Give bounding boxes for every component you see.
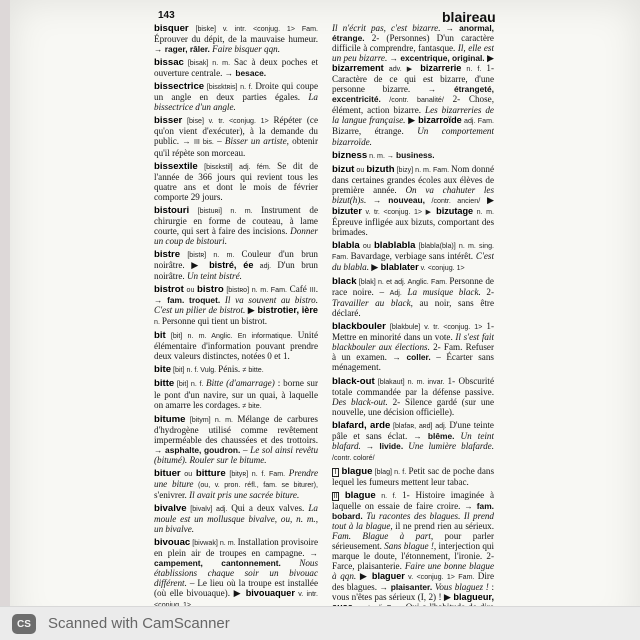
- grammar-note: /contr. banalité/: [380, 96, 444, 105]
- headword: blafard, arde: [332, 419, 391, 431]
- dictionary-entry: [332, 164, 494, 237]
- camscanner-logo-icon: [12, 614, 36, 634]
- headword: bizuth: [366, 163, 395, 175]
- dictionary-entry: [154, 378, 318, 410]
- grammar-note: ≠ bite.: [242, 401, 262, 410]
- headword: bissac: [154, 57, 184, 69]
- synonym-ref: → étrangeté, excentricité.: [332, 84, 494, 105]
- definition-text: Épreuve infligée aux bizuts, comportant des brimades.: [332, 216, 494, 237]
- synonym-ref: → coller.: [392, 352, 431, 363]
- derived-word: bivouaquer: [245, 588, 295, 599]
- definition-text: 1- Caractère de ce qui est bizarre, d'une personne bizarre.: [332, 63, 494, 95]
- derived-word: bistré, ée: [209, 259, 254, 270]
- example-text: Faire une bonne blague à qqn.: [332, 561, 494, 582]
- synonym-ref: → asphalte, goudron.: [154, 444, 241, 455]
- grammar-note: [blak] n. et adj. Anglic. Fam.: [356, 278, 450, 287]
- example-text: Tu racontes des blagues. Il prend tout à la blague,: [332, 511, 494, 532]
- grammar-note: v. tr. <conjug. 1> ▶: [361, 207, 437, 216]
- example-text: La musique black.: [401, 287, 481, 298]
- headword: blabla: [332, 239, 360, 251]
- grammar-note: [blakaut] n. m. invar.: [374, 377, 448, 386]
- grammar-note: ≠ bitte.: [242, 366, 264, 375]
- synonym-ref: → besace.: [224, 68, 267, 79]
- headword: bistre: [154, 248, 181, 260]
- definition-text: 1- Mettre en minorité dans un vote.: [332, 321, 494, 343]
- homonym-number: II: [333, 492, 338, 500]
- definition-text: ▶: [356, 571, 372, 582]
- definition-text: ▶: [245, 305, 258, 316]
- definition-text: Unité élémentaire d'information pouvant prendre deux valeurs distinctes, notées 0 et 1.: [154, 330, 318, 362]
- example-text: Bitte (d'amarrage): [206, 378, 275, 389]
- grammar-note: [bit] n. f.: [174, 380, 207, 389]
- running-head: blaireau: [442, 9, 496, 25]
- example-text: Il s'est fait blackbouler aux élections.: [332, 332, 494, 353]
- definition-text: Se dit de l'année de 366 jours qui revient tous les quatre ans et dont le mois de février comporte 29 jours.: [154, 160, 318, 202]
- definition-text: Installation provisoire en plein air de troupes en campagne.: [154, 537, 318, 559]
- grammar-note: [blabla(bla)] n. m. sing. Fam.: [332, 241, 494, 261]
- synonym-ref: business.: [395, 149, 435, 160]
- headword: bistrot: [154, 284, 184, 296]
- dictionary-entry: [154, 503, 318, 534]
- headword: bissextile: [154, 160, 198, 172]
- example-text: Les bizarreries de la langue française.: [332, 105, 494, 126]
- definition-text: Mélange de carbures d'hydrogène utilisé comme revêtement imperméable des chaussées et des trottoirs.: [154, 413, 318, 445]
- definition-text: : borne sur le pont d'un navire, sur un quai, à laquelle on amarre les cordages.: [154, 378, 318, 410]
- dictionary-entry: [154, 81, 318, 112]
- dictionary-entry: [332, 376, 494, 417]
- grammar-note: [bivwak] n. m.: [190, 539, 238, 548]
- grammar-note: n. m.: [473, 207, 494, 216]
- dictionary-entry: [154, 537, 318, 610]
- homonym-number: I: [332, 468, 339, 477]
- dictionary-entry: [154, 330, 318, 361]
- example-text: Vous blaguez !: [432, 582, 489, 593]
- example-text: La moule est un mollusque bivalve, ou, n. m., un bivalve.: [154, 502, 318, 535]
- definition-text: – Le lieu où la troupe est installée (où elle bivouaque). ▶: [154, 578, 318, 599]
- synonym-ref: → plaisanter.: [379, 582, 433, 593]
- grammar-note: (ou, v. pron. réfl., fam. se biturer),: [193, 480, 318, 489]
- definition-text: pour parler sérieusement.: [332, 531, 494, 552]
- grammar-note: n. m. →: [367, 151, 396, 160]
- definition-text: Café: [289, 284, 310, 295]
- derived-word: bizarroïde: [418, 115, 462, 126]
- headword: bistouri: [154, 204, 190, 216]
- example-text: Un comportement bizarroïde.: [332, 126, 494, 147]
- synonym-ref: → excentrique, original.: [389, 53, 485, 64]
- headword: bizut: [332, 163, 355, 175]
- grammar-note: [bisɛktʀis] n. f.: [204, 83, 256, 92]
- dictionary-entry: [154, 249, 318, 281]
- example-text: Bisser un artiste,: [224, 136, 289, 147]
- definition-text: Pénis.: [218, 364, 243, 375]
- headword: bivouac: [154, 537, 191, 549]
- scanned-with-label: Scanned with CamScanner: [48, 615, 230, 632]
- grammar-note: [biske] v. intr. <conjug. 1> Fam.: [188, 25, 318, 33]
- camscanner-logo-text: CS: [17, 618, 31, 630]
- definition-text: 1- Obscurité totale commandée par la défense passive.: [332, 375, 494, 397]
- synonym-ref: → rager, râler.: [154, 44, 210, 55]
- synonym-ref: → livide.: [365, 440, 404, 451]
- grammar-note: [bistuʀi] n. m.: [189, 206, 262, 215]
- dictionary-entry: [154, 161, 318, 202]
- left-column: [154, 23, 318, 613]
- definition-text: : vous n'êtes pas sérieux (I, 2) ! ▶: [332, 582, 494, 603]
- grammar-note: III: [309, 286, 316, 295]
- grammar-note: v. intr.: [298, 590, 318, 599]
- dictionary-entry: [332, 466, 494, 487]
- example-text: La bissectrice d'un angle.: [154, 92, 318, 113]
- definition-text: Qui a deux valves.: [231, 502, 309, 513]
- grammar-note: v. <conjug. 1> Fam.: [404, 573, 478, 582]
- grammar-note: [bizy] n. m. Fam.: [394, 165, 452, 174]
- derived-word: bizutage: [436, 205, 474, 216]
- example-text: Faire bisquer qqn.: [209, 44, 280, 55]
- definition-text: Bavardage, verbiage sans intérêt.: [350, 250, 476, 261]
- definition-text: Couleur d'un brun noirâtre. ▶: [154, 248, 318, 270]
- definition-text: s'enivrer.: [154, 489, 190, 500]
- grammar-note: v. <conjug. 1>: [418, 264, 465, 273]
- definition-text: Droite qui coupe un angle en deux parties égales.: [154, 81, 318, 103]
- definition-text: ▶: [484, 53, 494, 64]
- example-text: On va chahuter les bizut(h)s.: [332, 184, 494, 205]
- grammar-note: ou: [180, 469, 196, 478]
- derived-word: blaguer: [371, 571, 405, 582]
- example-text: Il, elle est un peu bizarre.: [332, 43, 494, 64]
- definition-text: Dire des blagues.: [332, 571, 494, 593]
- definition-text: .: [315, 284, 318, 295]
- synonym-ref: → fam. troquet.: [154, 295, 221, 306]
- right-column: [332, 23, 494, 613]
- dictionary-entry: [332, 276, 494, 318]
- headword: bitume: [154, 413, 186, 425]
- definition-text: 2- Silence gardé (sur une nouvelle, une décision officielle).: [332, 396, 494, 417]
- headword: bissectrice: [154, 81, 205, 93]
- derived-word: bizarrement: [332, 63, 384, 74]
- headword: bisser: [154, 115, 183, 127]
- definition-text: Instrument de chirurgie en forme de couteau, à lame courte, qui sert à faire des incisions.: [154, 204, 318, 236]
- dictionary-entry: [332, 490, 494, 613]
- definition-text: D'un brun noirâtre.: [154, 259, 318, 282]
- grammar-note: [bitym] n. m.: [185, 415, 238, 424]
- dictionary-entry: [332, 23, 494, 147]
- grammar-note: Adj.: [389, 289, 402, 298]
- example-text: Un teint blafard.: [332, 430, 494, 451]
- dictionary-entry: [154, 364, 318, 375]
- grammar-note: adj.: [253, 261, 278, 270]
- synonym-ref: → fam. bobard.: [332, 501, 494, 522]
- headword: bitture: [195, 467, 226, 479]
- dictionary-entry: [154, 57, 318, 78]
- example-text: Sans blague !: [384, 541, 434, 552]
- example-text: Fam. Blague à part,: [332, 531, 434, 542]
- definition-text: –: [240, 444, 251, 455]
- definition-text: Bizarre, étrange.: [332, 126, 418, 137]
- example-text: Nous établissions chaque soir un bivouac différent.: [154, 558, 318, 589]
- definition-text: 2- Chose, élément, action bizarre.: [332, 94, 494, 116]
- definition-text: ▶: [369, 262, 381, 273]
- definition-text: il ne prend rien au sérieux.: [392, 521, 494, 532]
- headword: black-out: [332, 375, 375, 387]
- example-text: Un teint bistré.: [186, 271, 242, 282]
- definition-text: Répéter (ce qu'on vient d'exécuter), à la demande du public.: [154, 115, 318, 147]
- definition-text: Nom donné dans certaines grandes écoles aux élèves de première année.: [332, 163, 494, 195]
- dictionary-entry: [332, 420, 494, 463]
- dictionary-entry: [154, 115, 318, 157]
- derived-word: bistrotier, ière: [257, 305, 318, 316]
- grammar-note: n. f.: [375, 491, 403, 500]
- dictionary-entry: [332, 321, 494, 372]
- grammar-note: [bit] n. f. Vulg.: [171, 366, 219, 375]
- headword: black: [332, 276, 357, 288]
- dictionary-entry: [154, 284, 318, 327]
- grammar-note: [blag] n. f.: [372, 467, 409, 476]
- headword: bivalve: [154, 502, 187, 514]
- grammar-note: n.: [154, 318, 162, 327]
- dictionary-entry: [154, 205, 318, 246]
- grammar-note: [bityʀ] n. f. Fam.: [225, 469, 289, 478]
- definition-text: au noir, sans être déclaré.: [332, 298, 494, 319]
- derived-word: bizuter: [332, 205, 362, 216]
- headword: blackbouler: [332, 321, 386, 333]
- headword: bituer: [154, 467, 181, 479]
- synonym-ref: → campement, cantonnement.: [154, 548, 318, 569]
- derived-word: bizarrerie: [420, 63, 462, 74]
- headword: bizness: [332, 149, 368, 161]
- headword: bisquer: [154, 23, 189, 34]
- headword: bistro: [197, 284, 224, 296]
- grammar-note: n. f.: [461, 65, 487, 74]
- example-text: Le sol ainsi revêtu (bitumé). Rouler sur le bitume.: [154, 444, 318, 465]
- headword: bite: [154, 364, 172, 376]
- definition-text: 1- Histoire imaginée à laquelle on essaie de faire croire.: [332, 489, 494, 512]
- example-text: Travailler au black,: [332, 298, 413, 309]
- derived-word: blablater: [380, 262, 419, 273]
- example-text: C'est du blabla.: [332, 250, 494, 273]
- grammar-note: adv. ▶: [383, 65, 421, 74]
- dictionary-entry: [154, 23, 318, 54]
- grammar-note: ou: [183, 286, 198, 295]
- grammar-note: /contr. coloré/: [332, 453, 375, 462]
- headword: blague: [344, 489, 376, 501]
- definition-text: 2-: [480, 287, 494, 298]
- definition-text: Sac à deux poches et ouverture centrale.: [154, 57, 318, 79]
- page-number: 143: [158, 10, 175, 21]
- grammar-note: [bisak] n. m.: [183, 59, 235, 68]
- definition-text: Personne de race noire. –: [332, 276, 494, 298]
- definition-text: Personne qui tient un bistrot.: [161, 316, 268, 327]
- definition-text: 2- (Personnes) D'un caractère difficile à comprendre, fantasque.: [332, 33, 494, 54]
- synonym-ref: → nouveau,: [373, 194, 425, 205]
- example-text: Il avait pris une sacrée biture.: [189, 489, 300, 500]
- synonym-ref: → anormal, étrange.: [332, 23, 494, 44]
- dictionary-entry: [332, 150, 494, 161]
- grammar-note: [bise] v. tr. <conjug. 1>: [182, 117, 274, 126]
- definition-text: Éprouver du dépit, de la mauvaise humeur.: [154, 34, 318, 45]
- example-text: Il n'écrit pas, c'est bizarre.: [332, 23, 441, 33]
- headword: bit: [154, 330, 166, 342]
- definition-text: – Écarter sans ménagement.: [332, 352, 494, 373]
- definition-text: obtenir qu'il répète son morceau.: [154, 136, 318, 158]
- grammar-note: [bivalv] adj.: [186, 504, 232, 513]
- dictionary-entry: [154, 414, 318, 465]
- derived-word: blagueur,: [453, 592, 494, 603]
- grammar-note: [bisɛkstil] adj. fém.: [197, 162, 278, 171]
- camscanner-watermark-bar: [0, 606, 640, 640]
- example-text: Donner un coup de bistouri.: [154, 225, 318, 246]
- grammar-note: adj. Fam.: [461, 117, 494, 126]
- definition-text: ▶: [480, 194, 494, 205]
- headword: blablabla: [373, 239, 416, 251]
- grammar-note: [blakbule] v. tr. <conjug. 1>: [385, 323, 487, 332]
- example-text: Une lumière blafarde.: [403, 440, 494, 451]
- definition-text: 2- Fam. Refuser à un examen.: [332, 342, 494, 363]
- grammar-note: ou: [354, 165, 367, 174]
- headword: bitte: [154, 378, 175, 390]
- grammar-note: [bit] n. m. Anglic. En informatique.: [165, 332, 298, 341]
- definition-text: , interjection qui marque le doute, l'étonnement, l'ironie. 2- Farce, plaisanterie.: [332, 541, 494, 572]
- example-text: Prendre une biture: [154, 467, 318, 489]
- grammar-note: /contr. ancien/: [425, 196, 481, 205]
- definition-text: Petit sac de poche dans lequel les fumeurs mettent leur tabac.: [332, 465, 494, 487]
- synonym-ref: →: [182, 136, 194, 147]
- grammar-note: [bistʀ] n. m.: [180, 250, 242, 259]
- example-text: Des black-out.: [332, 396, 388, 407]
- grammar-note: [bistʀo] n. m. Fam.: [223, 286, 290, 295]
- dictionary-entry: [332, 240, 494, 273]
- headword: blague: [341, 465, 373, 477]
- definition-text: [366, 195, 373, 205]
- definition-text: –: [213, 136, 225, 147]
- grammar-note: III bis.: [193, 138, 214, 147]
- definition-text: D'une teinte pâle et sans éclat.: [332, 419, 494, 441]
- grammar-note: ou: [359, 241, 374, 250]
- synonym-ref: → blême.: [413, 430, 455, 441]
- example-text: Il va souvent au bistro. C'est un pilier de bistrot.: [154, 295, 318, 316]
- definition-text: ▶: [405, 115, 419, 126]
- dictionary-entry: [154, 468, 318, 500]
- grammar-note: [blafaʀ, aʀd] adj.: [390, 421, 450, 430]
